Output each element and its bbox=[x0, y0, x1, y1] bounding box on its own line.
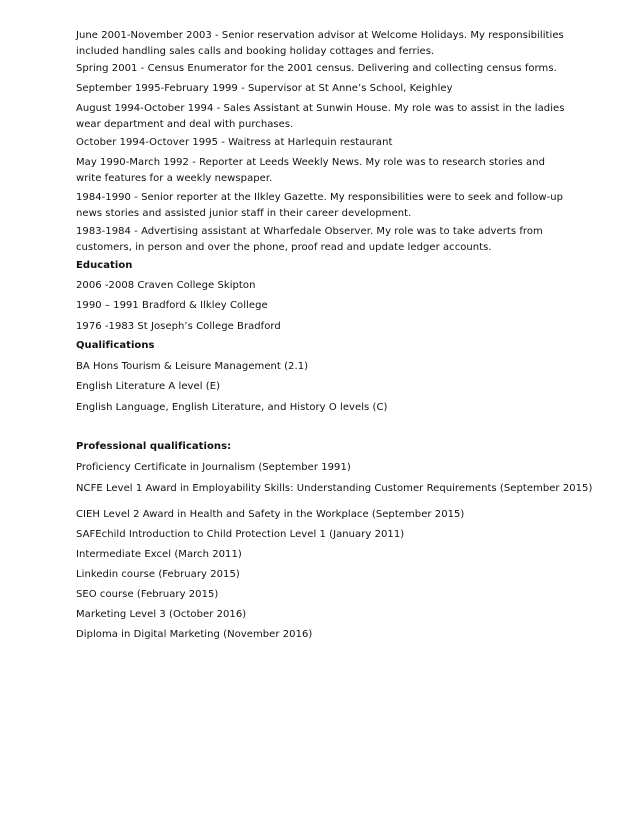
education-item: 2006 -2008 Craven College Skipton bbox=[76, 280, 256, 291]
professional-qualification-item: NCFE Level 1 Award in Employability Skills: Understanding Customer Requirements (September 2015) bbox=[76, 483, 593, 494]
employment-entry: Spring 2001 - Census Enumerator for the 2001 census. Delivering and collecting census forms. bbox=[76, 63, 557, 74]
professional-qualification-item: Linkedin course (February 2015) bbox=[76, 569, 240, 580]
qualification-item: BA Hons Tourism & Leisure Management (2.1) bbox=[76, 361, 309, 372]
employment-entry: August 1994-October 1994 - Sales Assistant at Sunwin House. My role was to assist in the ladies wear department and deal with purchases. bbox=[76, 103, 565, 130]
qualification-item: English Literature A level (E) bbox=[76, 381, 221, 392]
professional-qualification-item: SEO course (February 2015) bbox=[76, 589, 219, 600]
employment-entry: October 1994-Octover 1995 - Waitress at Harlequin restaurant bbox=[76, 137, 393, 148]
professional-qualification-item: Intermediate Excel (March 2011) bbox=[76, 549, 242, 560]
professional-qualification-item: Proficiency Certificate in Journalism (September 1991) bbox=[76, 462, 351, 473]
qualification-item: English Language, English Literature, and History O levels (C) bbox=[76, 402, 388, 413]
employment-entry: May 1990-March 1992 - Reporter at Leeds Weekly News. My role was to research stories and write features for a weekly newspaper. bbox=[76, 157, 545, 184]
education-item: 1990 – 1991 Bradford & Ilkley College bbox=[76, 300, 268, 311]
professional-qualification-item: CIEH Level 2 Award in Health and Safety in the Workplace (September 2015) bbox=[76, 509, 465, 520]
employment-entry: 1984-1990 - Senior reporter at the Ilkley Gazette. My responsibilities were to seek and follow-up news stories and assisted junior staff in their career development. bbox=[76, 192, 564, 219]
education-heading: Education bbox=[76, 260, 133, 271]
employment-entry: June 2001-November 2003 - Senior reservation advisor at Welcome Holidays. My responsibilities included handling sales calls and booking holiday cottages and ferries. bbox=[76, 30, 564, 57]
employment-entry: 1983-1984 - Advertising assistant at Wharfedale Observer. My role was to take adverts from customers, in person and over the phone, proof read and update ledger accounts. bbox=[76, 226, 543, 253]
employment-entry: September 1995-February 1999 - Supervisor at St Anne’s School, Keighley bbox=[76, 83, 453, 94]
professional-qualification-item: Diploma in Digital Marketing (November 2016) bbox=[76, 629, 313, 640]
education-item: 1976 -1983 St Joseph’s College Bradford bbox=[76, 321, 281, 332]
qualifications-heading: Qualifications bbox=[76, 340, 155, 351]
professional-qualifications-heading: Professional qualifications: bbox=[76, 441, 232, 452]
professional-qualification-item: SAFEchild Introduction to Child Protection Level 1 (January 2011) bbox=[76, 529, 405, 540]
professional-qualification-item: Marketing Level 3 (October 2016) bbox=[76, 609, 247, 620]
